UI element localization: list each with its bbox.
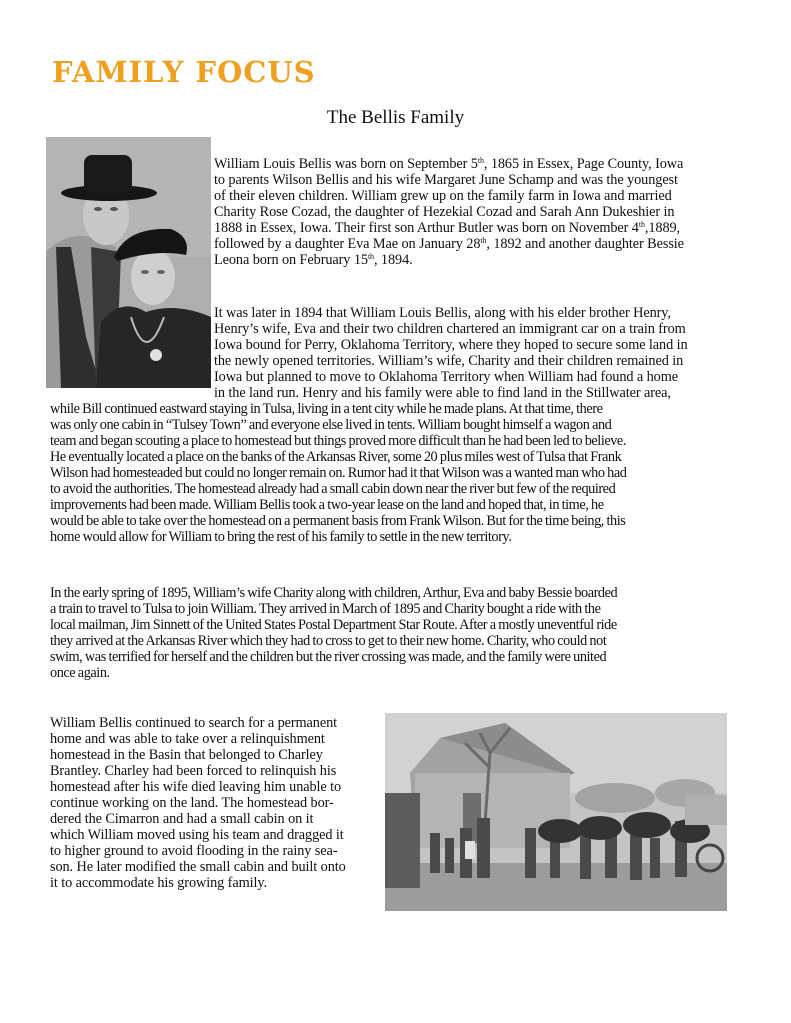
text-line: would be able to take over the homestead on a permanent basis from Frank Wilson. But for the time being, this <box>50 513 626 529</box>
text-line: Brantley. Charley had been forced to relinquish his <box>50 763 337 779</box>
text-line: to avoid the authorities. The homestead already had a small cabin down near the river but few of the required <box>50 481 616 497</box>
text-line: Charity Rose Cozad, the daughter of Hezekial Cozad and Sarah Ann Dukeshier in <box>214 204 675 220</box>
portrait-illustration <box>46 137 211 388</box>
article-title <box>0 107 791 129</box>
text-line: once again. <box>50 665 110 681</box>
text-line: swim, was terrified for herself and the children but the river crossing was made, and the family were united <box>50 649 607 665</box>
text-line: a train to travel to Tulsa to join William. They arrived in March of 1895 and Charity bought a ride with the <box>50 601 601 617</box>
text-line: Leona born on February 15th, 1894. <box>214 252 413 268</box>
portrait-photo <box>46 137 211 388</box>
homestead-illustration <box>385 713 727 911</box>
text-line: local mailman, Jim Sinnett of the United States Postal Department Star Route. After a mostly uneventful ride <box>50 617 617 633</box>
text-line: 1888 in Essex, Iowa. Their first son Arthur Butler was born on November 4th,1889, <box>214 220 681 236</box>
text-line: the newly opened territories. William’s wife, Charity and their children remained in <box>214 353 684 369</box>
text-line: home and was able to take over a relinquishment <box>50 731 325 747</box>
text-line: to parents Wilson Bellis and his wife Margaret June Schamp and was the youngest <box>214 172 678 188</box>
text-line: they arrived at the Arkansas River which they had to cross to get to their new home. Charity, who could not <box>50 633 607 649</box>
article-title-text: The Bellis Family <box>326 107 465 128</box>
text-line: He eventually located a place on the banks of the Arkansas River, some 20 plus miles west of Tulsa that Frank <box>50 449 622 465</box>
text-line: William Bellis continued to search for a permanent <box>50 715 338 731</box>
text-line: was only one cabin in “Tulsey Town” and everyone else lived in tents. William bought himself a wagon and <box>50 417 612 433</box>
homestead-photo <box>385 713 727 911</box>
text-line: In the early spring of 1895, William’s wife Charity along with children, Arthur, Eva and baby Bessie boarded <box>50 585 618 601</box>
text-line: continue working on the land. The homestead bor- <box>50 795 334 811</box>
text-line: son. He later modified the small cabin and built onto <box>50 859 346 875</box>
text-line: homestead in the Basin that belonged to Charley <box>50 747 323 763</box>
text-line: of their eleven children. William grew up on the family farm in Iowa and married <box>214 188 672 204</box>
text-line: homestead after his wife died leaving him unable to <box>50 779 342 795</box>
text-line: Wilson had homesteaded but could no longer remain on. Rumor had it that Wilson was a wanted man who had <box>50 465 627 481</box>
text-line: improvements had been made. William Bellis took a two-year lease on the land and hoped that, in time, he <box>50 497 604 513</box>
masthead: FAMILY FOCUS <box>52 55 316 89</box>
text-line: dered the Cimarron and had a small cabin on it <box>50 811 314 827</box>
text-line: team and began scouting a place to homestead but things proved more difficult than he had been led to believe. <box>50 433 626 449</box>
text-line: home would allow for William to bring the rest of his family to settle in the new territory. <box>50 529 512 545</box>
text-line: it to accommodate his growing family. <box>50 875 267 891</box>
text-line: Iowa but planned to move to Oklahoma Territory when William had found a home <box>214 369 678 385</box>
text-line: Henry’s wife, Eva and their two children chartered an immigrant car on a train from <box>214 321 686 337</box>
text-line: It was later in 1894 that William Louis Bellis, along with his elder brother Henry, <box>214 305 671 321</box>
text-line: while Bill continued eastward staying in Tulsa, living in a tent city while he made plans. At that time, there <box>50 401 603 417</box>
text-line: Iowa bound for Perry, Oklahoma Territory, where they hoped to secure some land in <box>214 337 688 353</box>
text-line: to higher ground to avoid flooding in the rainy sea- <box>50 843 338 859</box>
text-line: William Louis Bellis was born on September 5th, 1865 in Essex, Page County, Iowa <box>214 156 684 172</box>
text-line: which William moved using his team and dragged it <box>50 827 344 843</box>
text-line: in the land run. Henry and his family were able to find land in the Stillwater area, <box>214 385 671 401</box>
text-line: followed by a daughter Eva Mae on January 28th, 1892 and another daughter Bessie <box>214 236 684 252</box>
